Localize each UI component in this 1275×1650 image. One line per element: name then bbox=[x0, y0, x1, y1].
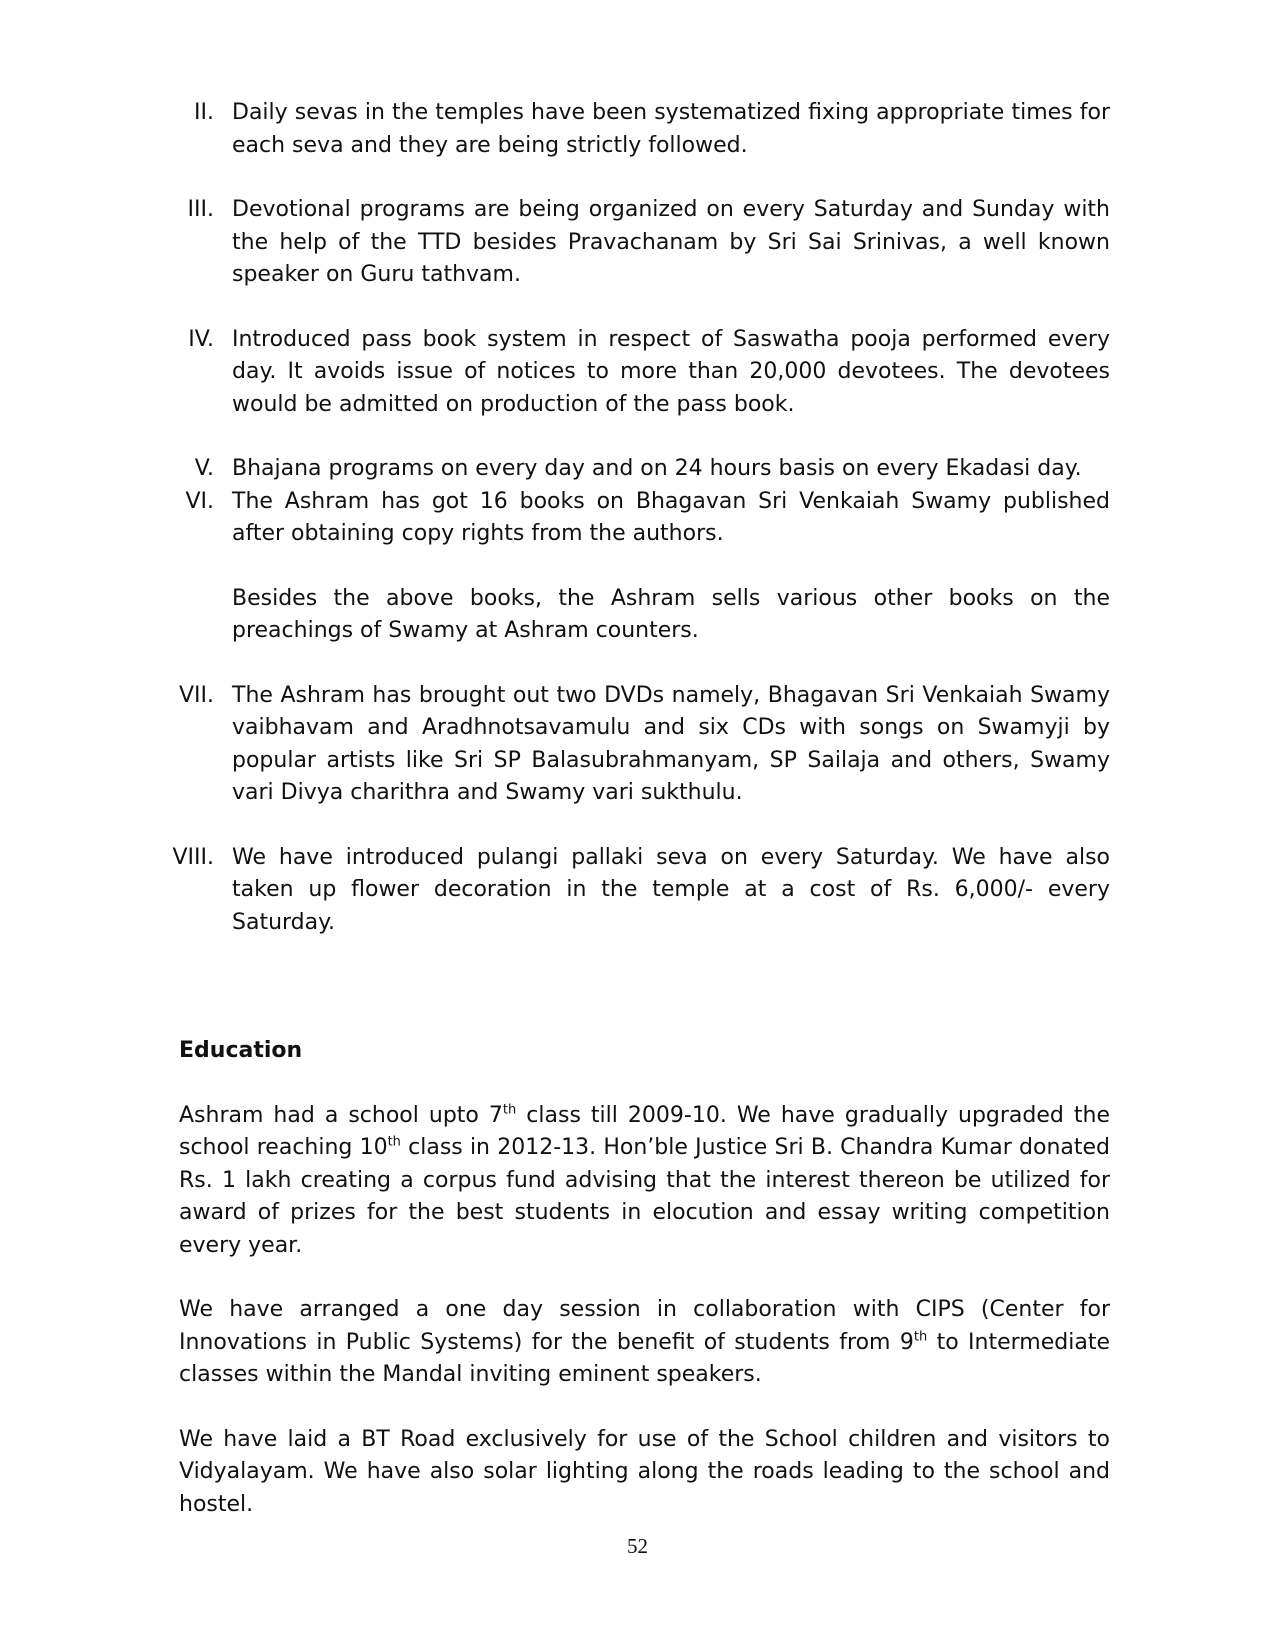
paragraph-text: Ashram had a school upto 7 bbox=[179, 1102, 503, 1128]
paragraph-text: to Intermediate classes within the Mandal inviting eminent speakers. bbox=[179, 1329, 1110, 1387]
numbered-list bbox=[150, 97, 1110, 971]
list-item bbox=[150, 486, 1110, 648]
list-item-number: II. bbox=[194, 100, 214, 125]
list-item-text: Bhajana programs on every day and on 24 hours basis on every Ekadasi day. bbox=[232, 456, 1082, 481]
list-item bbox=[150, 194, 1110, 292]
list-item-body bbox=[232, 194, 1110, 292]
superscript: th bbox=[913, 1329, 928, 1345]
list-item-number: VI. bbox=[185, 488, 214, 514]
paragraph bbox=[179, 1294, 1110, 1392]
paragraph bbox=[179, 1100, 1110, 1263]
list-item bbox=[150, 453, 1110, 486]
list-item-body bbox=[232, 97, 1110, 162]
list-item-body bbox=[232, 453, 1110, 486]
paragraph: We have laid a BT Road exclusively for use of the School children and visitors to Vidyalayam. We have also solar lighting along the roads leading to the school and hostel. bbox=[179, 1426, 1110, 1517]
list-item-number: V. bbox=[194, 456, 214, 481]
list-item-number: VIII. bbox=[172, 844, 214, 870]
list-item-text: Devotional programs are being organized on every Saturday and Sunday with the help of the TTD besides Pravachanam by Sri Sai Srinivas, a well known speaker on Guru tathvam. bbox=[232, 197, 1110, 287]
paragraph-text: class till 2009-10. We have gradually upgraded the school reaching 10 bbox=[179, 1102, 1110, 1160]
list-item bbox=[150, 680, 1110, 810]
education-section bbox=[179, 1035, 1110, 1553]
list-item-text: Besides the above books, the Ashram sells various other books on the preachings of Swamy at Ashram counters. bbox=[232, 585, 1110, 643]
list-item-body bbox=[232, 486, 1110, 648]
list-item bbox=[150, 842, 1110, 940]
page-number: 52 bbox=[627, 1534, 648, 1558]
list-item bbox=[150, 324, 1110, 422]
list-item-text: The Ashram has brought out two DVDs namely, Bhagavan Sri Venkaiah Swamy vaibhavam and Aradhnotsavamulu and six CDs with songs on Swamyji by popular artists like Sri SP Balasubrahmanyam, SP Sailaja and others, Swamy vari Divya charithra and Swamy vari sukthulu. bbox=[232, 682, 1110, 805]
superscript: th bbox=[502, 1102, 517, 1118]
list-item-number: VII. bbox=[178, 682, 214, 708]
paragraph-text: We have arranged a one day session in collaboration with CIPS (Center for Innovations in Public Systems) for the benefit of students from 9 bbox=[179, 1297, 1110, 1355]
section-heading: Education bbox=[179, 1038, 303, 1063]
superscript: th bbox=[387, 1134, 401, 1150]
list-item-text: Introduced pass book system in respect of Saswatha pooja performed every day. It avoids issue of notices to more than 20,000 devotees. The devotees would be admitted on production of the pass book. bbox=[232, 326, 1110, 417]
paragraph-text: class in 2012-13. Hon’ble Justice Sri B. Chandra Kumar donated Rs. 1 lakh creating a corpus fund advising that the interest thereon be utilized for award of prizes for the best students in elocution and essay writing competition every year. bbox=[179, 1135, 1110, 1258]
list-item-number: IV. bbox=[188, 326, 214, 352]
list-item-text: The Ashram has got 16 books on Bhagavan Sri Venkaiah Swamy published after obtaining copy rights from the authors. bbox=[232, 488, 1110, 546]
list-item-number: III. bbox=[187, 197, 214, 222]
list-item-text: Daily sevas in the temples have been systematized fixing appropriate times for each seva and they are being strictly followed. bbox=[232, 100, 1110, 158]
list-item bbox=[150, 97, 1110, 162]
list-item-body bbox=[232, 680, 1110, 810]
list-item-body bbox=[232, 842, 1110, 940]
list-item-text: We have introduced pulangi pallaki seva on every Saturday. We have also taken up flower decoration in the temple at a cost of Rs. 6,000/- every Saturday. bbox=[232, 844, 1110, 935]
list-item-body bbox=[232, 324, 1110, 422]
